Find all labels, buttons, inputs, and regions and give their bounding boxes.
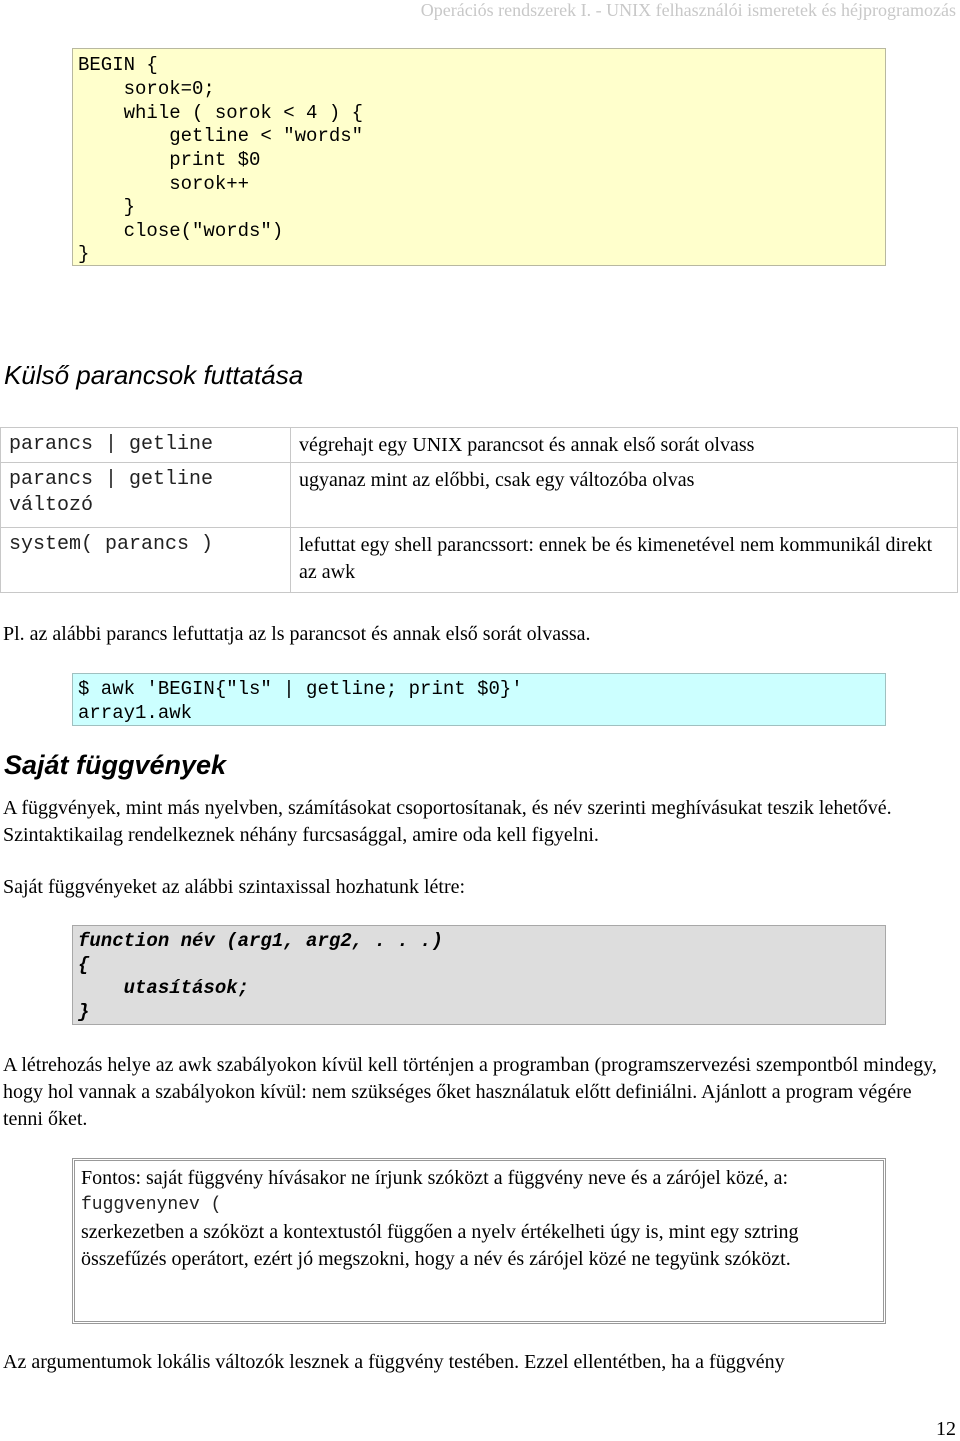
note-code: fuggvenynev ( — [81, 1195, 222, 1215]
code-block-function-syntax — [72, 925, 886, 1025]
code-line: sorok++ — [78, 173, 250, 195]
table-row — [1, 428, 958, 463]
code-block-shell-example — [72, 673, 886, 726]
section-heading-external-commands: Külső parancsok futtatása — [4, 360, 304, 390]
command-cell: system( parancs ) — [1, 528, 291, 593]
description-cell: lefuttat egy shell parancssort: ennek be és kimenetével nem kommunikál direkt az awk — [291, 528, 958, 593]
note-text: Fontos: saját függvény hívásakor ne írjunk szóközt a függvény neve és a zárójel közé, a: — [81, 1167, 789, 1189]
code-line: } — [78, 1001, 90, 1023]
paragraph: A létrehozás helye az awk szabályokon kívül kell történjen a programban (programszervezési szempontból mindegy, hogy hol vannak a szabályokon kívül: nem szükséges őket használatuk előtt definiálni. Ajánlott a program végére tenni őket. — [3, 1054, 937, 1130]
note-text: szerkezetben a szóközt a kontextustól függően a nyelv értékelheti úgy is, mint egy sztring összefűzés operátort, ezért jó megszokni, hogy a név és zárójel közé ne tegyünk szóközt. — [81, 1221, 799, 1270]
code-line: } — [78, 243, 90, 265]
page-number: 12 — [936, 1418, 956, 1440]
code-block-getline-loop — [72, 48, 886, 266]
command-cell: parancs | getline változó — [1, 463, 291, 528]
code-line: while ( sorok < 4 ) { — [78, 102, 364, 124]
code-line: getline < "words" — [78, 125, 364, 147]
running-header: Operációs rendszerek I. - UNIX felhasználói ismeretek és héjprogramozás — [420, 0, 956, 20]
code-line: BEGIN { — [78, 54, 158, 76]
command-table — [0, 427, 958, 593]
example-paragraph: Pl. az alábbi parancs lefuttatja az ls parancsot és annak első sorát olvassa. — [3, 623, 591, 645]
description-cell: végrehajt egy UNIX parancsot és annak első sorát olvass — [291, 428, 958, 463]
command-cell: parancs | getline — [1, 428, 291, 463]
code-line: { — [78, 954, 90, 976]
paragraph: Saját függvényeket az alábbi szintaxissal hozhatunk létre: — [3, 876, 466, 898]
note-box — [72, 1158, 886, 1324]
table-row — [1, 463, 958, 528]
code-line: utasítások; — [78, 977, 250, 999]
code-line: } — [78, 196, 136, 218]
section-heading-own-functions: Saját függvények — [4, 750, 227, 780]
paragraph: Az argumentumok lokális változók lesznek a függvény testében. Ezzel ellentétben, ha a függvény — [3, 1351, 785, 1373]
code-line: $ awk 'BEGIN{"ls" | getline; print $0}' — [78, 678, 523, 700]
description-cell: ugyanaz mint az előbbi, csak egy változóba olvas — [291, 463, 958, 528]
code-line: array1.awk — [78, 702, 193, 724]
code-line: sorok=0; — [78, 78, 215, 100]
code-line: close("words") — [78, 220, 284, 242]
table-row — [1, 528, 958, 593]
paragraph: A függvények, mint más nyelvben, számításokat csoportosítanak, és név szerinti meghívásukat teszik lehetővé. Szintaktikailag rendelkeznek néhány furcsasággal, amire oda kell figyelni. — [3, 797, 892, 846]
code-line: function név (arg1, arg2, . . .) — [78, 930, 443, 952]
code-line: print $0 — [78, 149, 261, 171]
